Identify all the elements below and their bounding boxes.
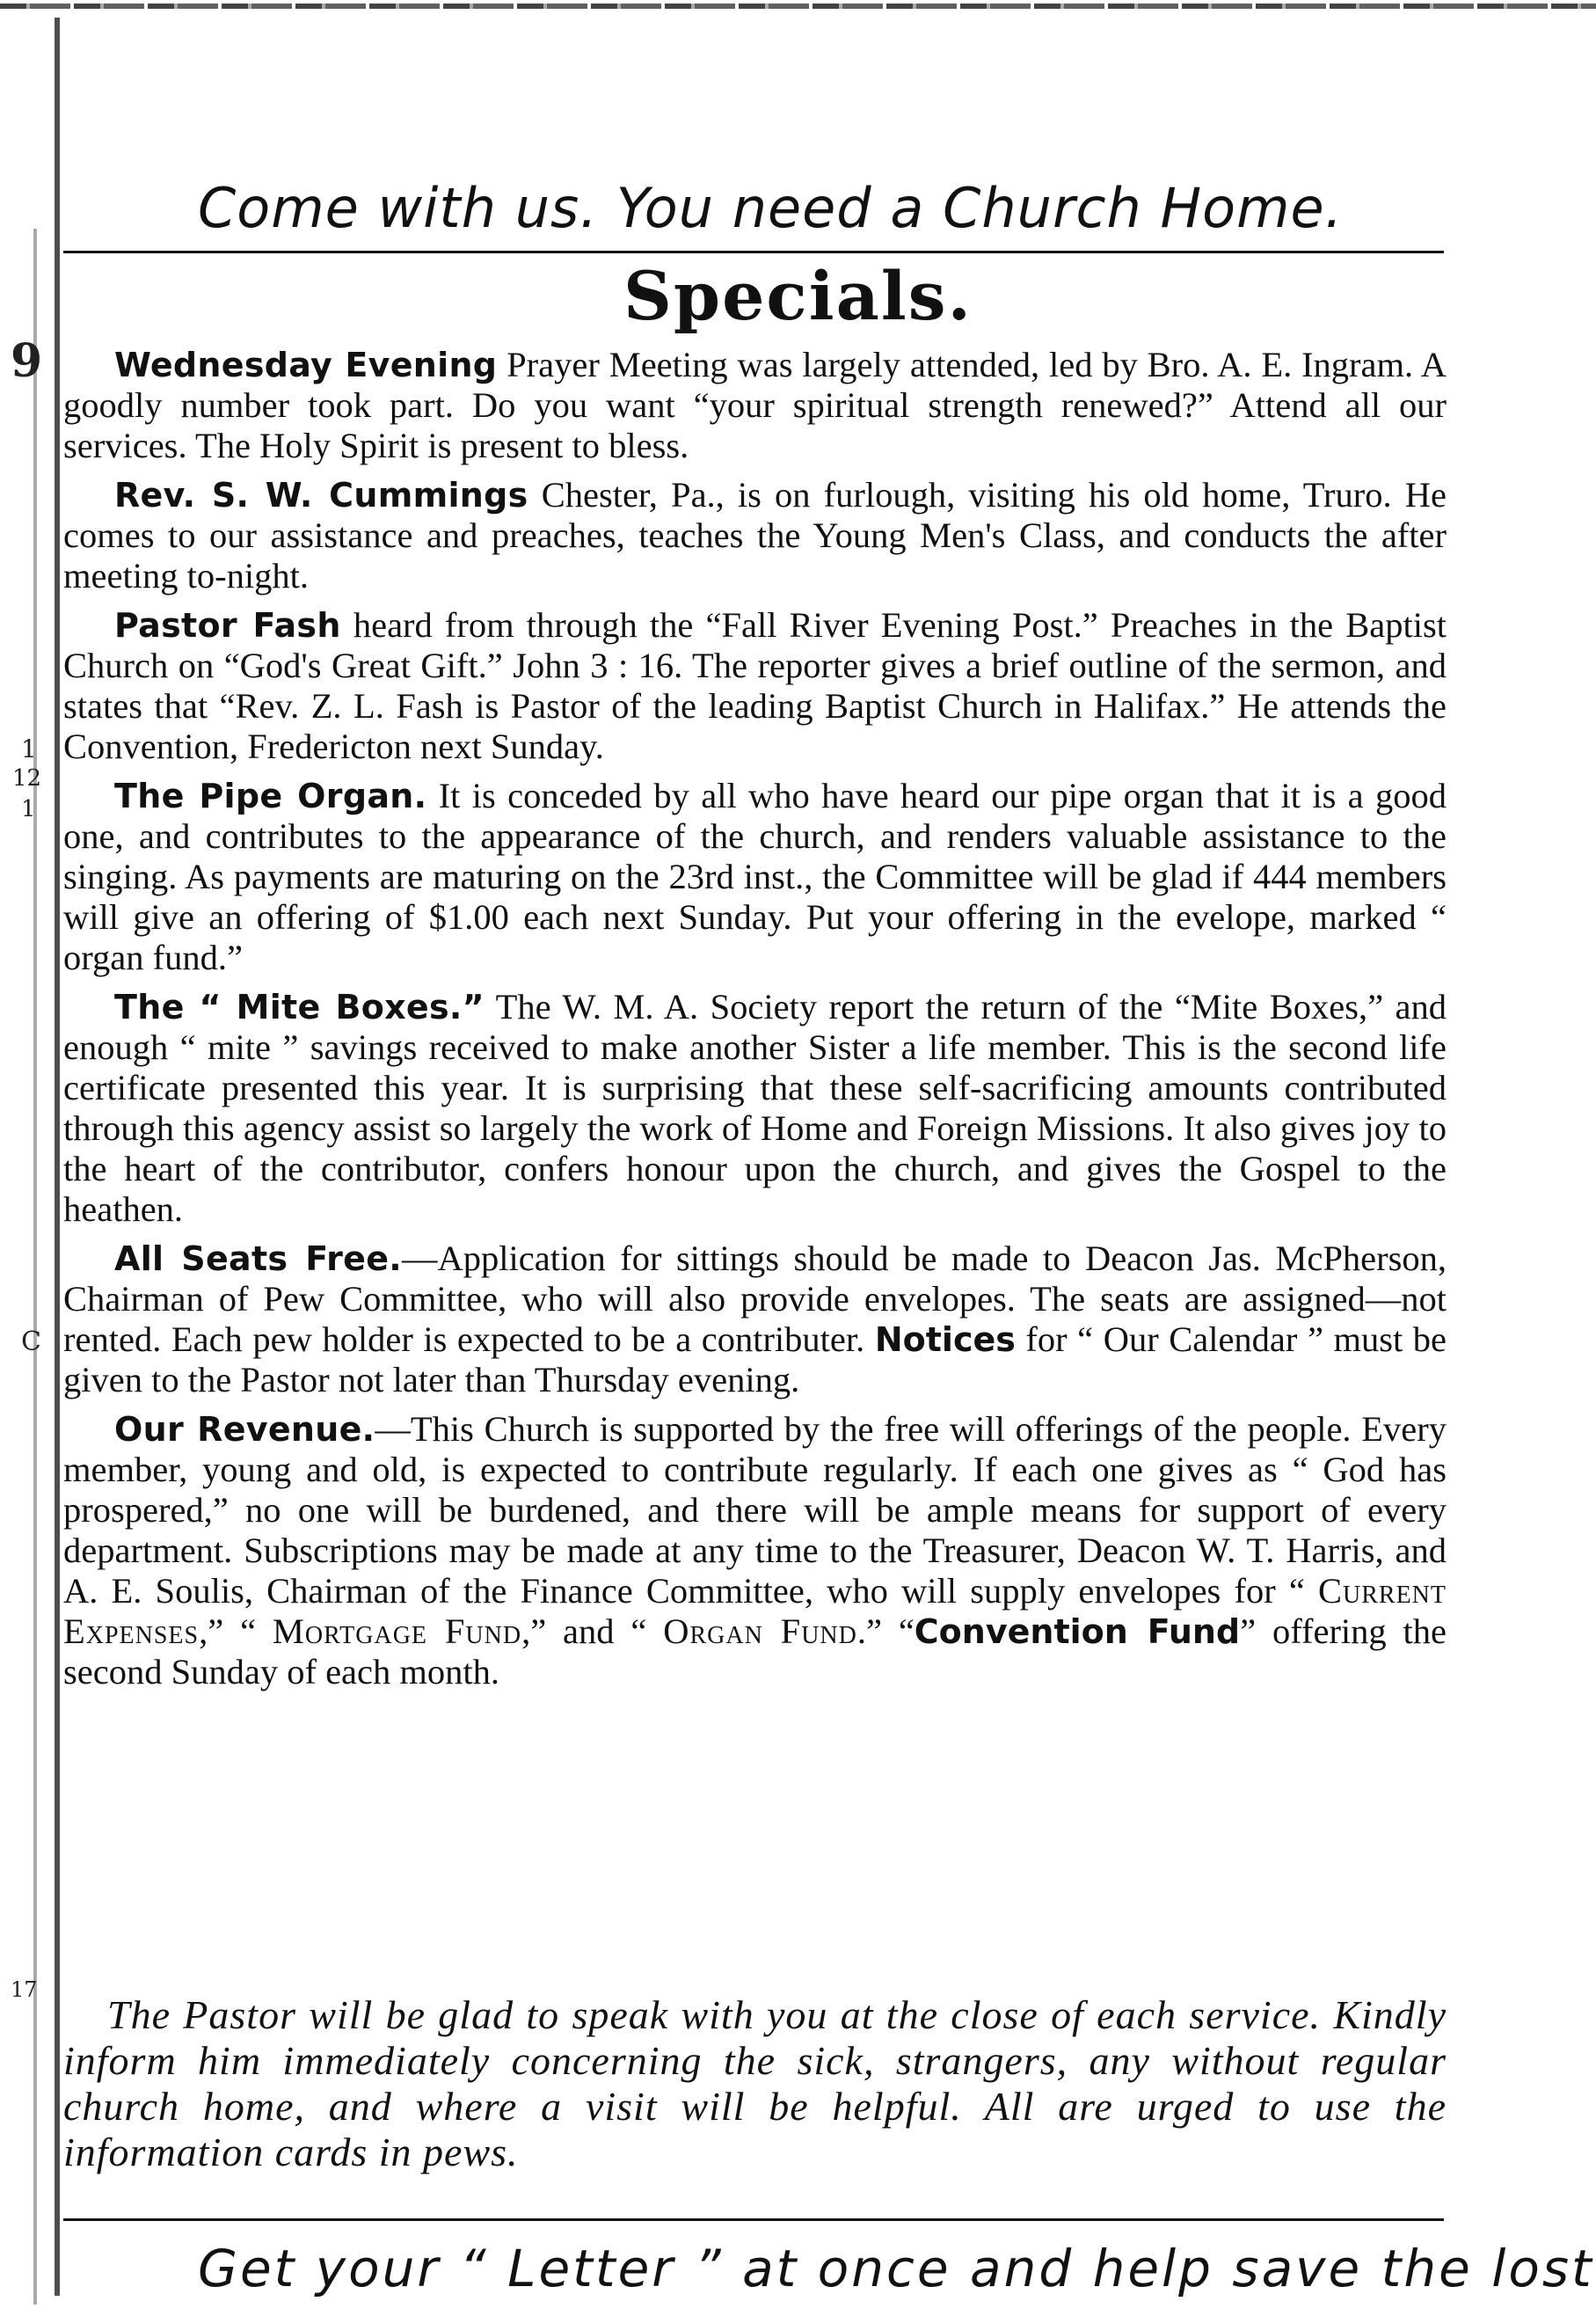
margin-mark: 1: [21, 734, 37, 763]
paragraph-text: Prayer Meeting was largely attended, led by Bro. A. E. Ingram. A goodly number took part. Do you want “your spiritual strength renewed?” Attend all our services. The Holy Spirit is present to bless.: [63, 345, 1447, 465]
paragraph-mite-boxes: [63, 987, 1447, 1230]
paragraph-wednesday: [63, 345, 1447, 466]
pastor-note: [63, 1992, 1447, 2175]
paragraph-text: —Application for sittings should be made to Deacon Jas. McPherson, Chairman of Pew Committee, who will also provide envelopes. The seats are assigned—not rented. Each pew holder is expected to be a contributer.: [63, 1238, 1447, 1359]
fund-name-mortgage: Mortgage Fund: [272, 1611, 522, 1651]
top-border-rule: [0, 4, 1596, 9]
paragraph-lead: The “ Mite Boxes.”: [114, 988, 485, 1026]
fund-name-organ: Organ Fund: [663, 1611, 857, 1651]
inline-bold-convention-fund: Convention Fund: [914, 1612, 1241, 1651]
punctuation: ,” “: [199, 1611, 273, 1651]
paragraph-lead: Rev. S. W. Cummings: [114, 476, 528, 515]
paragraph-lead: Pastor Fash: [114, 606, 341, 645]
margin-mark: 17: [11, 1977, 38, 2002]
paragraph-text-continued: for “ Our Calendar ” must be given to the Pastor not later than Thursday evening.: [63, 1319, 1447, 1399]
paragraph-text: —This Church is supported by the free will offerings of the people. Every member, young and old, is expected to contribute regularly. If each one gives as “ God has prospered,” no one will be burdened, and there will be ample means for support of every department. Subscriptions may be made at any time to the Treasurer, Deacon W. T. Harris, and A. E. Soulis, Chairman of the Finance Committee, who will supply envelopes for “: [63, 1409, 1447, 1611]
section-heading: Specials.: [623, 257, 973, 335]
tagline: Come with us. You need a Church Home.: [198, 176, 1344, 240]
paragraph-cummings: [63, 475, 1447, 596]
paragraph-text: heard from through the “Fall River Evening Post.” Preaches in the Baptist Church on “God's Great Gift.” John 3 : 16. The reporter gives a brief outline of the sermon, and states that “Rev. Z. L. Fash is Pastor of the leading Baptist Church in Halifax.” He attends the Convention, Fredericton next Sunday.: [63, 605, 1447, 766]
paragraph-lead: All Seats Free.: [114, 1239, 403, 1278]
specials-body: [63, 345, 1447, 1701]
heading-rule: [63, 251, 1444, 253]
margin-mark: 1: [21, 796, 36, 822]
pastor-note-text: The Pastor will be glad to speak with you at the close of each service. Kindly inform him immediately concerning the sick, strangers, any without regular church home, and where a visit will be helpful. All are urged to use the information cards in pews.: [63, 1992, 1447, 2174]
paragraph-text: It is conceded by all who have heard our pipe organ that it is a good one, and contributes to the appearance of the church, and renders valuable assistance to the singing. As payments are maturing on the 23rd inst., the Committee will be glad if 444 members will give an offering of $1.00 each next Sunday. Put your offering in the evelope, marked “ organ fund.”: [63, 776, 1447, 977]
paragraph-text: The W. M. A. Society report the return of the “Mite Boxes,” and enough “ mite ” savings received to make another Sister a life member. This is the second life certificate presented this year. It is surprising that these self-sacrificing amounts contributed through this agency assist so largely the work of Home and Foreign Missions. It also gives joy to the heart of the contributor, confers honour upon the church, and gives the Gospel to the heathen.: [63, 987, 1447, 1229]
paragraph-revenue: [63, 1409, 1447, 1692]
margin-mark: 9: [11, 334, 43, 388]
paragraph-seats-free: [63, 1238, 1447, 1400]
binding-edge: [55, 18, 60, 2296]
paragraph-pipe-organ: [63, 776, 1447, 978]
paragraph-text-continued: ” offering the second Sunday of each month.: [63, 1611, 1447, 1691]
paragraph-lead: The Pipe Organ.: [114, 777, 427, 815]
paragraph-lead: Our Revenue.: [114, 1410, 375, 1449]
fund-name-current-expenses: Current Expenses: [63, 1571, 1447, 1651]
footer-line: Get your “ Letter ” at once and help save the lost: [198, 2239, 1594, 2298]
paragraph-pastor-fash: [63, 605, 1447, 767]
punctuation: ,” and “: [521, 1611, 664, 1651]
margin-mark: C: [21, 1326, 41, 1357]
inline-bold-notices: Notices: [874, 1320, 1016, 1359]
paragraph-text: Chester, Pa., is on furlough, visiting his old home, Truro. He comes to our assistance and preaches, teaches the Young Men's Class, and conducts the after meeting to-night.: [63, 475, 1447, 595]
paragraph-lead: Wednesday Evening: [114, 346, 498, 384]
punctuation: .” “: [856, 1611, 915, 1651]
margin-mark: 12: [12, 765, 42, 792]
footer-rule: [63, 2218, 1444, 2221]
